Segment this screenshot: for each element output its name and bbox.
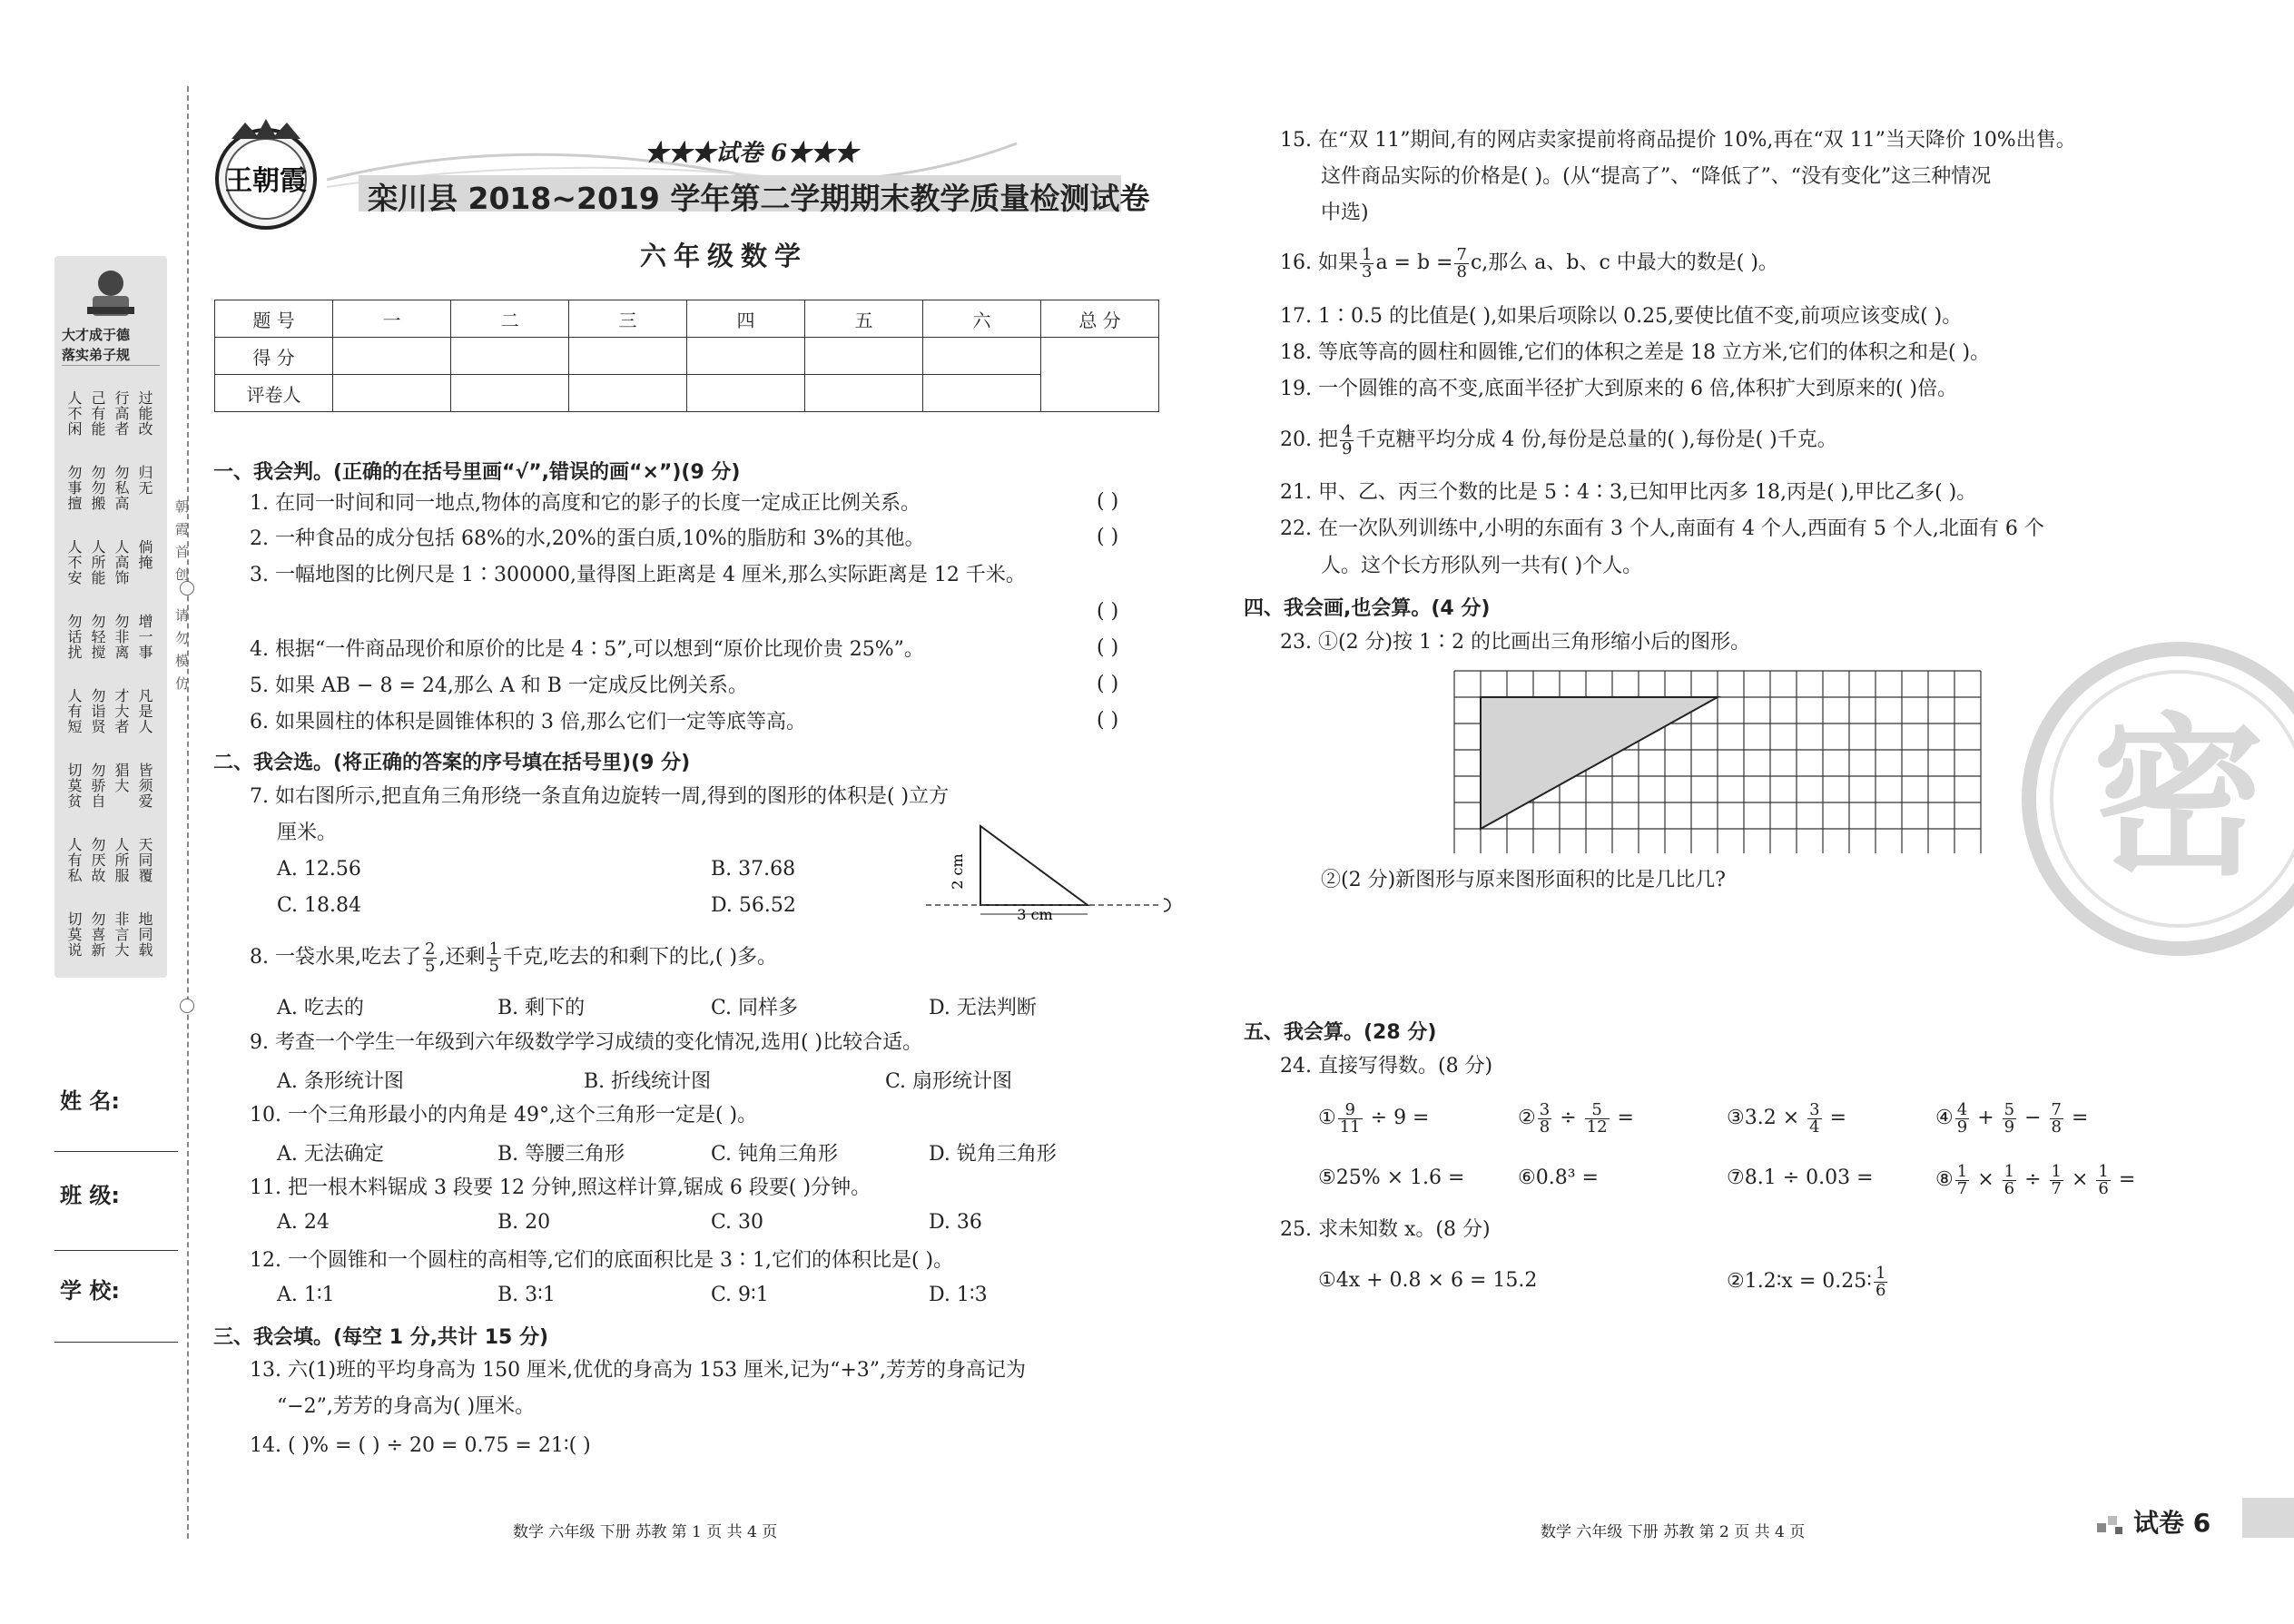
fraction: $\frac{1}{3}$	[1361, 244, 1373, 281]
question-3: 3. 一幅地图的比例尺是 1∶300000,量得图上距离是 4 厘米,那么实际距离是 12 千米。	[250, 564, 1026, 586]
motto-column: 增一事	[136, 614, 153, 660]
option[interactable]: A. 吃去的	[277, 997, 364, 1019]
question-5: 5. 如果 AB − 8 = 24,那么 A 和 B 一定成反比例关系。	[250, 674, 748, 697]
motto-column: 人不安	[65, 539, 83, 586]
grader-cell[interactable]	[687, 375, 805, 412]
question-7-cont: 厘米。	[277, 822, 338, 844]
margin-note-char: 勿	[173, 631, 190, 645]
option[interactable]: A. 12.56	[277, 858, 361, 881]
option[interactable]: A. 条形统计图	[277, 1070, 404, 1093]
motto-column: 勿轻搅	[89, 614, 106, 660]
brand-logo	[204, 113, 331, 231]
question-18: 18. 等底等高的圆柱和圆锥,它们的体积之差是 18 立方米,它们的体积之和是( )。	[1280, 341, 1991, 364]
seal-text: 密	[2092, 698, 2266, 899]
name-label: 姓 名:	[60, 1088, 120, 1114]
motto-column: 人所能	[89, 539, 106, 586]
section-4-heading: 四、我会画,也会算。(4 分)	[1244, 597, 1491, 620]
motto-column: 人有私	[65, 837, 83, 883]
option[interactable]: C. 同样多	[711, 997, 799, 1019]
score-header: 一	[333, 300, 451, 338]
grader-cell[interactable]	[451, 375, 569, 412]
fraction: $\frac{4}{9}$	[1341, 421, 1353, 458]
total-cell[interactable]	[1041, 338, 1159, 412]
motto-column: 切莫贫	[65, 763, 83, 809]
fraction: $\frac{2}{5}$	[424, 939, 436, 976]
margin-note-char: 模	[173, 654, 190, 667]
motto-column: 勿事擅	[65, 465, 83, 511]
footer-right: 数学 六年级 下册 苏教 第 2 页 共 4 页	[1541, 1523, 1806, 1541]
answer-paren[interactable]: ( )	[1097, 673, 1119, 695]
option[interactable]: B. 折线统计图	[584, 1070, 712, 1093]
score-header: 六	[923, 300, 1041, 338]
subject-title: 六年级数学	[640, 241, 809, 271]
question-22: 22. 在一次队列训练中,小明的东面有 3 个人,南面有 4 个人,西面有 5 个人,北面有 6 个	[1280, 517, 2044, 540]
question-25: 25. 求未知数 x。(8 分)	[1280, 1218, 1491, 1241]
motto-column: 猖大	[113, 763, 130, 793]
footer-left: 数学 六年级 下册 苏教 第 1 页 共 4 页	[513, 1523, 778, 1541]
row-label-score: 得 分	[215, 338, 333, 375]
width-label: 3 cm	[1017, 906, 1053, 923]
grader-cell[interactable]	[333, 375, 451, 412]
right-triangle-figure	[926, 817, 1180, 926]
calc-8: ⑧ $\frac{1}{7}$ × $\frac{1}{6}$ ÷ $\frac{1}{7}$ × $\frac{1}{6}$ =	[1935, 1161, 2136, 1198]
motto-column: 勿喜新	[89, 911, 106, 958]
option[interactable]: B. 等腰三角形	[497, 1143, 625, 1166]
question-22-cont: 人。这个长方形队列一共有( )个人。	[1321, 555, 1643, 577]
question-12: 12. 一个圆锥和一个圆柱的高相等,它们的底面积比是 3∶1,它们的体积比是( )。	[250, 1249, 954, 1272]
score-header: 总 分	[1041, 300, 1159, 338]
section-5-heading: 五、我会算。(28 分)	[1244, 1021, 1437, 1044]
binding-hole-icon	[180, 581, 194, 595]
option[interactable]: B. 37.68	[711, 858, 796, 881]
motto-column: 勿勿搬	[89, 465, 106, 511]
grader-cell[interactable]	[569, 375, 687, 412]
answer-paren[interactable]: ( )	[1097, 490, 1119, 513]
score-cell[interactable]	[805, 338, 923, 375]
motto-column: 己有能	[89, 390, 106, 437]
question-15: 15. 在“双 11”期间,有的网店卖家提前将商品提价 10%,再在“双 11”当天降价 10%出售。	[1280, 129, 2076, 152]
motto-column: 才大者	[113, 688, 130, 734]
motto-column: 切莫说	[65, 911, 83, 958]
motto-column: 人所服	[113, 837, 130, 883]
margin-note-char: 霞	[173, 522, 190, 536]
question-13-cont: “−2”,芳芳的身高为( )厘米。	[277, 1395, 536, 1418]
name-line[interactable]	[54, 1151, 178, 1152]
original-triangle	[1481, 697, 1718, 829]
binding-line	[187, 86, 189, 1539]
motto-column: 人有短	[65, 688, 83, 734]
motto-column: 凡是人	[136, 688, 153, 734]
margin-note-char: 仿	[173, 676, 190, 690]
q8-text: 8. 一袋水果,吃去了	[250, 946, 421, 969]
question-19: 19. 一个圆锥的高不变,底面半径扩大到原来的 6 倍,体积扩大到原来的( )倍。	[1280, 378, 1958, 400]
motto-column: 天同覆	[136, 837, 153, 883]
option[interactable]: C. 18.84	[277, 894, 362, 917]
answer-paren[interactable]: ( )	[1097, 526, 1119, 548]
score-header: 五	[805, 300, 923, 338]
answer-paren[interactable]: ( )	[1097, 709, 1119, 732]
question-9: 9. 考查一个学生一年级到六年级数学学习成绩的变化情况,选用( )比较合适。	[250, 1031, 923, 1054]
row-label-grader: 评卷人	[215, 375, 333, 412]
score-cell[interactable]	[923, 338, 1041, 375]
option[interactable]: C. 30	[711, 1211, 764, 1234]
class-label: 班 级:	[60, 1183, 120, 1208]
score-cell[interactable]	[451, 338, 569, 375]
option[interactable]: D. 36	[929, 1211, 982, 1234]
confidential-seal-icon	[2011, 640, 2294, 967]
question-15-cont: 这件商品实际的价格是( )。(从“提高了”、“降低了”、“没有变化”这三种情况	[1321, 165, 1992, 188]
paper-number: ★★★试卷 6★★★	[645, 140, 859, 167]
question-6: 6. 如果圆柱的体积是圆锥体积的 3 倍,那么它们一定等底等高。	[250, 711, 806, 733]
question-15-cont: 中选)	[1321, 202, 1369, 224]
school-line[interactable]	[54, 1342, 178, 1343]
score-cell[interactable]	[333, 338, 451, 375]
binding-hole-icon	[180, 999, 194, 1013]
margin-note-char: 请	[173, 608, 190, 622]
section-2-heading: 二、我会选。(将正确的答案的序号填在括号里)(9 分)	[213, 752, 691, 774]
q8-text: 千克,吃去的和剩下的比,( )多。	[502, 946, 778, 969]
school-label: 学 校:	[60, 1278, 120, 1304]
option[interactable]: B. 剩下的	[497, 997, 586, 1019]
option[interactable]: C. 扇形统计图	[885, 1070, 1013, 1093]
question-24: 24. 直接写得数。(8 分)	[1280, 1055, 1493, 1078]
motto-column: 过能改	[136, 390, 153, 437]
question-16: 16. 如果 $\frac{1}{3}$ a = b = $\frac{7}{8}$ c,那么 a、b、c 中最大的数是( )。	[1280, 244, 1778, 281]
score-table	[214, 300, 1159, 412]
option[interactable]: A. 1∶1	[277, 1284, 335, 1306]
motto-column: 勿厌故	[89, 837, 106, 883]
score-header: 题 号	[215, 300, 333, 338]
motto-column: 非言大	[113, 911, 130, 958]
section-3-heading: 三、我会填。(每空 1 分,共计 15 分)	[213, 1326, 549, 1349]
drawing-grid[interactable]	[1452, 669, 1984, 853]
motto-column: 归无	[136, 465, 153, 496]
score-header: 三	[569, 300, 687, 338]
option[interactable]: A. 24	[277, 1211, 330, 1234]
option[interactable]: D. 1∶3	[929, 1284, 988, 1306]
question-21: 21. 甲、乙、丙三个数的比是 5∶4∶3,已知甲比丙多 18,丙是( ),甲比乙多( )。	[1280, 481, 1977, 504]
motto-column: 勿话扰	[65, 614, 83, 660]
option[interactable]: D. 56.52	[711, 894, 796, 917]
motto-column: 皆须爱	[136, 763, 153, 809]
question-23-part2: ②(2 分)新图形与原来图形面积的比是几比几?	[1321, 869, 1726, 891]
motto-column: 地同载	[136, 911, 153, 958]
option[interactable]: B. 3∶1	[497, 1284, 556, 1306]
question-8	[250, 940, 777, 976]
score-cell[interactable]	[687, 338, 805, 375]
class-line[interactable]	[54, 1250, 178, 1251]
margin-note-char: 首	[173, 545, 190, 558]
motto-column: 勿非离	[113, 614, 130, 660]
scholar-figure-icon	[82, 265, 140, 320]
motto-column: 行高者	[113, 390, 130, 437]
margin-note-char: 朝	[173, 499, 190, 513]
squares-decoration-icon	[2097, 1507, 2126, 1536]
question-14: 14. ( )% = ( ) ÷ 20 = 0.75 = 21∶( )	[250, 1434, 591, 1457]
question-2: 2. 一种食品的成分包括 68%的水,20%的蛋白质,10%的脂肪和 3%的其他。	[250, 527, 925, 550]
svg-text:王朝霞: 王朝霞	[225, 165, 307, 197]
paper-tag: 试卷 6	[2133, 1508, 2211, 1538]
option[interactable]: D. 锐角三角形	[929, 1143, 1057, 1166]
question-11: 11. 把一根木料锯成 3 段要 12 分钟,照这样计算,锯成 6 段要( )分钟。	[250, 1176, 871, 1199]
calc-7: ⑦8.1 ÷ 0.03 =	[1727, 1166, 1874, 1189]
score-header: 二	[451, 300, 569, 338]
margin-note-char: 创	[173, 567, 190, 581]
question-4: 4. 根据“一件商品现价和原价的比是 4∶5”,可以想到“原价比现价贵 25%”。	[250, 638, 924, 661]
score-cell[interactable]	[569, 338, 687, 375]
slogan-2: 落实弟子规	[62, 347, 131, 363]
motto-column: 人高饰	[113, 539, 130, 586]
option[interactable]: D. 无法判断	[929, 997, 1037, 1019]
option[interactable]: C. 钝角三角形	[711, 1143, 839, 1166]
option[interactable]: C. 9∶1	[711, 1284, 769, 1306]
question-13: 13. 六(1)班的平均身高为 150 厘米,优优的身高为 153 厘米,记为“+3”,芳芳的身高记为	[250, 1359, 1027, 1382]
section-1-heading: 一、我会判。(正确的在括号里画“√”,错误的画“×”)(9 分)	[213, 461, 741, 484]
question-23: 23. ①(2 分)按 1∶2 的比画出三角形缩小后的图形。	[1280, 631, 1751, 654]
answer-paren[interactable]: ( )	[1097, 636, 1119, 659]
calc-2: ② $\frac{3}{8}$ ÷ $\frac{5}{12}$ =	[1518, 1099, 1634, 1137]
answer-paren[interactable]: ( )	[1097, 600, 1119, 623]
calc-1: ① $\frac{9}{11}$ ÷ 9 =	[1318, 1099, 1430, 1137]
question-7: 7. 如右图所示,把直角三角形绕一条直角边旋转一周,得到的图形的体积是( )立方	[250, 785, 950, 808]
equation-1: ①4x + 0.8 × 6 = 15.2	[1318, 1269, 1538, 1292]
grader-cell[interactable]	[923, 375, 1041, 412]
exam-title: 栾川县 2018~2019 学年第二学期期末教学质量检测试卷	[368, 181, 1150, 216]
calc-6: ⑥0.8³ =	[1518, 1166, 1599, 1189]
grader-cell[interactable]	[805, 375, 923, 412]
score-header: 四	[687, 300, 805, 338]
option[interactable]: B. 20	[497, 1211, 551, 1234]
height-label: 2 cm	[949, 853, 966, 890]
option[interactable]: A. 无法确定	[277, 1143, 384, 1166]
question-20: 20. 把 $\frac{4}{9}$ 千克糖平均分成 4 份,每份是总量的( ),每份是( )千克。	[1280, 421, 1837, 458]
fraction: $\frac{1}{5}$	[488, 939, 499, 976]
equation-2: ②1.2∶x = 0.25∶ $\frac{1}{6}$	[1727, 1263, 1886, 1300]
question-1: 1. 在同一时间和同一地点,物体的高度和它的影子的长度一定成正比例关系。	[250, 492, 921, 515]
fraction: $\frac{7}{8}$	[1456, 244, 1467, 281]
motto-column: 人不闲	[65, 390, 83, 437]
question-10: 10. 一个三角形最小的内角是 49°,这个三角形一定是( )。	[250, 1104, 758, 1127]
question-17: 17. 1∶0.5 的比值是( ),如果后项除以 0.25,要使比值不变,前项应该变成( )。	[1280, 305, 1963, 328]
calc-5: ⑤25% × 1.6 =	[1318, 1166, 1465, 1189]
slogan-1: 大才成于德	[62, 327, 131, 343]
motto-column: 勿私高	[113, 465, 130, 511]
q8-text: ,还剩	[438, 946, 486, 969]
calc-4: ④ $\frac{4}{9}$ + $\frac{5}{9}$ − $\frac{7}{8}$ =	[1935, 1099, 2089, 1137]
motto-column: 勿诣贤	[89, 688, 106, 734]
motto-column: 倘掩	[136, 539, 153, 570]
motto-column: 勿骄自	[89, 763, 106, 809]
calc-3: ③3.2 × $\frac{3}{4}$ =	[1727, 1099, 1847, 1137]
